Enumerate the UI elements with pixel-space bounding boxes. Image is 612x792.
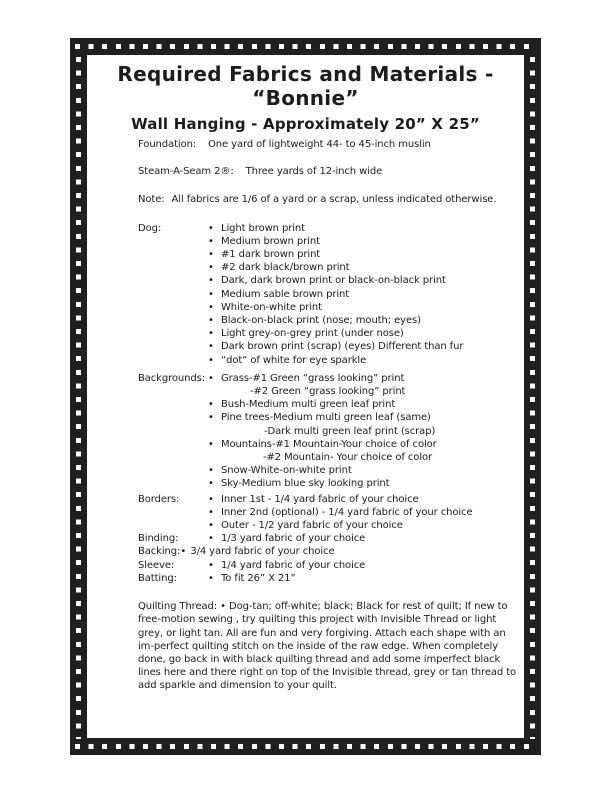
- steam-a-seam-value: Three yards of 12-inch wide: [245, 166, 383, 178]
- border-dots-left: [76, 57, 81, 739]
- binding-items: [208, 532, 521, 545]
- note-text: All fabrics are 1/6 of a yard or a scrap, unless indicated otherwise.: [171, 194, 497, 206]
- item-text: Medium sable brown print: [221, 288, 350, 300]
- item-text: Snow-White-on-white print: [221, 465, 352, 477]
- quilting-thread-paragraph: [138, 600, 521, 692]
- item-text: Dark, dark brown print or black-on-black print: [221, 275, 446, 287]
- backing-text: 3/4 yard fabric of your choice: [190, 546, 335, 558]
- bullet-icon: •: [208, 506, 214, 518]
- list-item: [208, 493, 521, 506]
- foundation-value: One yard of lightweight 44- to 45-inch muslin: [208, 139, 431, 150]
- item-text: Medium brown print: [221, 235, 320, 247]
- list-item: [208, 301, 521, 314]
- steam-a-seam-label: Steam-A-Seam 2®:: [138, 166, 234, 178]
- page-title: Required Fabrics and Materials - “Bonnie”: [117, 62, 494, 110]
- bullet-icon: •: [208, 478, 214, 490]
- bullet-icon: •: [208, 493, 214, 505]
- bullet-icon: •: [208, 354, 214, 366]
- note-line: [138, 193, 521, 206]
- bullet-icon: •: [208, 572, 214, 584]
- section-label-batting: Batting:: [138, 572, 177, 584]
- dog-items: [208, 222, 521, 367]
- bullet-icon: •: [208, 559, 214, 571]
- bullet-icon: •: [208, 301, 214, 313]
- bullet-icon: •: [208, 328, 214, 340]
- bullet-icon: •: [208, 533, 214, 545]
- batting-items: [208, 572, 521, 585]
- item-text: Mountains-#1 Mountain-Your choice of color: [221, 438, 437, 450]
- bullet-icon: •: [208, 438, 214, 450]
- bullet-icon: •: [208, 412, 214, 424]
- item-text: Light brown print: [221, 222, 305, 234]
- bullet-icon: •: [208, 275, 214, 287]
- list-item: [208, 464, 521, 477]
- item-text: -#2 Mountain- Your choice of color: [263, 452, 433, 464]
- item-text: 1/4 yard fabric of your choice: [221, 559, 366, 571]
- sleeve-items: [208, 559, 521, 572]
- bullet-icon: •: [208, 465, 214, 477]
- bullet-icon: •: [208, 315, 214, 327]
- list-item: [208, 451, 521, 464]
- list-item: [208, 261, 521, 274]
- bullet-icon: •: [208, 249, 214, 261]
- foundation-line: [138, 138, 521, 151]
- list-item: [208, 274, 521, 287]
- list-item: [208, 222, 521, 235]
- bullet-icon: •: [208, 262, 214, 274]
- note-label: Note:: [138, 194, 165, 206]
- section-label-dog: Dog:: [138, 222, 162, 234]
- list-item: [208, 559, 521, 572]
- list-item: [208, 288, 521, 301]
- list-item: [208, 532, 521, 545]
- bullet-icon: •: [208, 235, 214, 247]
- list-item: [208, 235, 521, 248]
- item-text: #2 dark black/brown print: [221, 262, 350, 274]
- page-subtitle: Wall Hanging - Approximately 20” X 25”: [131, 115, 480, 133]
- list-item: [208, 477, 521, 490]
- item-text: Pine trees-Medium multi green leaf (same): [221, 412, 431, 424]
- list-item: [208, 314, 521, 327]
- section-label-binding: Binding:: [138, 533, 179, 545]
- quilting-thread-label: Quilting Thread:: [138, 601, 218, 613]
- section-sleeve: [138, 559, 521, 572]
- item-text: White-on-white print: [221, 301, 322, 313]
- list-item: [208, 519, 521, 532]
- section-label-borders: Borders:: [138, 493, 180, 505]
- list-item: [208, 425, 521, 438]
- bullet-icon: •: [208, 288, 214, 300]
- list-item: [208, 327, 521, 340]
- list-item: [208, 354, 521, 367]
- backgrounds-items: [208, 372, 521, 491]
- bullet-icon: •: [208, 341, 214, 353]
- bullet-icon: •: [208, 222, 214, 234]
- item-text: -#2 Green “grass looking” print: [250, 386, 406, 398]
- item-text: #1 dark brown print: [221, 249, 321, 261]
- section-backing: [138, 545, 521, 558]
- bullet-icon: •: [208, 520, 214, 532]
- bullet-icon: •: [208, 372, 214, 384]
- item-text: Inner 1st - 1/4 yard fabric of your choice: [221, 493, 419, 505]
- border-dots-right: [530, 57, 535, 739]
- item-text: Dark brown print (scrap) (eyes) Different than fur: [221, 341, 464, 353]
- item-text: “dot” of white for eye sparkle: [221, 354, 367, 366]
- list-item: [208, 506, 521, 519]
- item-text: -Dark multi green leaf print (scrap): [264, 425, 436, 437]
- section-batting: [138, 572, 521, 585]
- section-label-backing: Backing:: [138, 546, 181, 558]
- list-item: [208, 340, 521, 353]
- item-text: To fit 26” X 21”: [221, 572, 296, 584]
- list-item: [208, 398, 521, 411]
- list-item: [208, 411, 521, 424]
- section-borders: [138, 493, 521, 533]
- item-text: Bush-Medium multi green leaf print: [221, 399, 396, 411]
- border-dots-top: [75, 44, 537, 49]
- header: [87, 62, 524, 133]
- list-item: [208, 438, 521, 451]
- quilting-thread-text: • Dog-tan; off-white; black; Black for rest of quilt; If new to free-motion sewing , try quilting this project with Invisible Thread or light grey, or light tan. All are fun and very forgiving. Attach each shape with an im-perfect quilting stitch on the inside of the raw edge. When completely done, go back in with black quilting thread and add some imperfect black lines here and there right on top of the Invisible thread, grey or tan thread to add sparkle and dimension to your quilt.: [138, 601, 517, 692]
- bullet-icon: •: [180, 546, 187, 558]
- item-text: 1/3 yard fabric of your choice: [221, 533, 366, 545]
- list-item: [208, 372, 521, 385]
- border-dots-bottom: [75, 744, 537, 749]
- steam-a-seam-line: [138, 165, 521, 178]
- item-text: Sky-Medium blue sky looking print: [221, 478, 390, 490]
- section-binding: [138, 532, 521, 545]
- bullet-icon: •: [208, 399, 214, 411]
- section-backgrounds: [138, 372, 521, 491]
- list-item: [208, 385, 521, 398]
- materials-list: [138, 138, 521, 693]
- list-item: [208, 572, 521, 585]
- foundation-label: Foundation:: [138, 139, 197, 150]
- borders-items: [208, 493, 521, 533]
- item-text: Light grey-on-grey print (under nose): [221, 328, 404, 340]
- item-text: Black-on-black print (nose; mouth; eyes): [221, 315, 421, 327]
- section-dog: [138, 222, 521, 367]
- list-item: [208, 248, 521, 261]
- section-label-sleeve: Sleeve:: [138, 559, 175, 571]
- item-text: Grass-#1 Green “grass looking” print: [221, 372, 405, 384]
- item-text: Outer - 1/2 yard fabric of your choice: [221, 520, 403, 532]
- section-label-backgrounds: Backgrounds:: [138, 372, 206, 384]
- item-text: Inner 2nd (optional) - 1/4 yard fabric of your choice: [221, 506, 473, 518]
